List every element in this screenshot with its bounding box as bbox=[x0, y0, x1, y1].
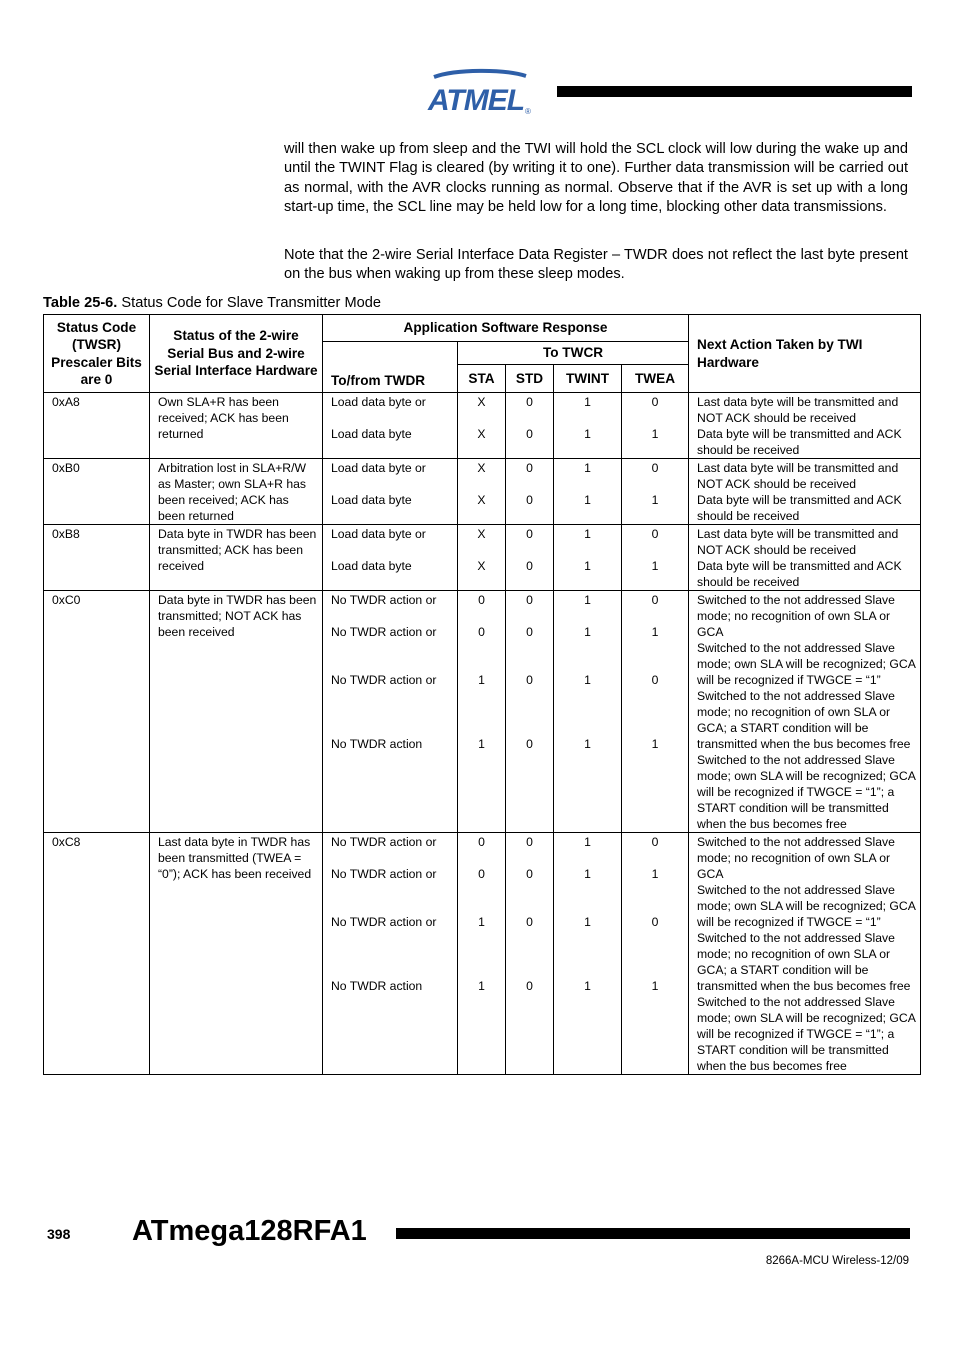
twea-value: 0 bbox=[651, 593, 659, 607]
table-row bbox=[44, 393, 921, 459]
sta-value: X bbox=[477, 395, 486, 409]
next-action-text: Switched to the not addressed Slave mode; no recognition of own SLA or GCA bbox=[697, 835, 895, 881]
std-value: 0 bbox=[526, 915, 533, 929]
next-action-text: Data byte will be transmitted and ACK should be received bbox=[697, 427, 902, 457]
table-row bbox=[44, 525, 921, 591]
next-action-text: Switched to the not addressed Slave mode; own SLA will be recognized; GCA will be recognized if TWGCE = “1” bbox=[697, 641, 916, 687]
twea-value: 1 bbox=[651, 493, 659, 507]
twea-value-cell bbox=[622, 525, 689, 591]
sta-value-cell bbox=[458, 459, 506, 525]
std-value: 0 bbox=[526, 527, 533, 541]
bus-status-cell: Data byte in TWDR has been transmitted; NOT ACK has been received bbox=[150, 591, 323, 833]
twint-value-cell bbox=[554, 393, 622, 459]
sta-value: X bbox=[477, 493, 486, 507]
twdr-action: No TWDR action bbox=[331, 737, 423, 751]
next-action-cell bbox=[689, 393, 921, 459]
table-caption-text: Status Code for Slave Transmitter Mode bbox=[117, 295, 381, 311]
body-paragraph-1: will then wake up from sleep and the TWI will hold the SCL clock will low during the wake up and until the TWINT Flag is cleared (by writing it to one). Further data transmission will be carried out as normal, with the AVR clocks running as normal. Observe that if the AVR is set up with a long start-up time, the SCL line may be held low for a long time, blocking other data transmissions. bbox=[284, 141, 908, 216]
std-value-cell bbox=[506, 393, 554, 459]
twdr-action: No TWDR action bbox=[331, 979, 423, 993]
sta-value: 0 bbox=[478, 835, 485, 849]
twdr-action: No TWDR action or bbox=[331, 867, 437, 881]
header-status-code: Status Code (TWSR) Prescaler Bits are 0 bbox=[44, 315, 150, 393]
next-action-text: Last data byte will be transmitted and NOT ACK should be received bbox=[697, 461, 899, 491]
twint-value-cell bbox=[554, 591, 622, 833]
next-action-cell bbox=[689, 525, 921, 591]
bus-status-cell: Own SLA+R has been received; ACK has been returned bbox=[150, 393, 323, 459]
status-code-table bbox=[43, 314, 921, 1075]
sta-value-cell bbox=[458, 525, 506, 591]
header-std: STD bbox=[506, 365, 554, 393]
twint-value: 1 bbox=[584, 593, 591, 607]
twint-value: 1 bbox=[584, 493, 591, 507]
header-next-action: Next Action Taken by TWI Hardware bbox=[689, 315, 921, 393]
std-value: 0 bbox=[526, 461, 533, 475]
sta-value-cell bbox=[458, 591, 506, 833]
bus-status-cell: Arbitration lost in SLA+R/W as Master; own SLA+R has been received; ACK has been returned bbox=[150, 459, 323, 525]
twdr-action-cell bbox=[323, 525, 458, 591]
twdr-action-cell bbox=[323, 833, 458, 1075]
header-twea: TWEA bbox=[622, 365, 689, 393]
std-value: 0 bbox=[526, 493, 533, 507]
sta-value: 0 bbox=[478, 593, 485, 607]
twdr-action: Load data byte or bbox=[331, 461, 426, 475]
next-action-text: Data byte will be transmitted and ACK should be received bbox=[697, 559, 902, 589]
status-code-cell: 0xB8 bbox=[44, 525, 150, 591]
next-action-text: Switched to the not addressed Slave mode; no recognition of own SLA or GCA; a START condition will be transmitted when the bus becomes free bbox=[697, 689, 911, 751]
twdr-action: No TWDR action or bbox=[331, 835, 437, 849]
sta-value: X bbox=[477, 461, 486, 475]
twdr-action: Load data byte bbox=[331, 427, 412, 441]
std-value: 0 bbox=[526, 835, 533, 849]
twdr-action: No TWDR action or bbox=[331, 673, 437, 687]
table-row bbox=[44, 591, 921, 833]
table-caption bbox=[43, 294, 381, 313]
sta-value: 0 bbox=[478, 867, 485, 881]
bus-status-cell: Last data byte in TWDR has been transmitted (TWEA = “0”); ACK has been received bbox=[150, 833, 323, 1075]
std-value: 0 bbox=[526, 737, 533, 751]
header-app-response: Application Software Response bbox=[323, 315, 689, 342]
std-value: 0 bbox=[526, 979, 533, 993]
twint-value-cell bbox=[554, 525, 622, 591]
header-rule bbox=[557, 86, 912, 97]
twea-value: 1 bbox=[651, 979, 659, 993]
body-paragraph-2: Note that the 2-wire Serial Interface Data Register – TWDR does not reflect the last byte present on the bus when waking up from these sleep modes. bbox=[284, 247, 908, 283]
twdr-action-cell bbox=[323, 459, 458, 525]
atmel-logo bbox=[426, 68, 530, 116]
header-to-twcr: To TWCR bbox=[458, 342, 689, 365]
twea-value: 1 bbox=[651, 625, 659, 639]
next-action-text: Switched to the not addressed Slave mode; own SLA will be recognized; GCA will be recognized if TWGCE = “1”; a START condition will be transmitted when the bus becomes free bbox=[697, 753, 916, 831]
next-action-cell bbox=[689, 591, 921, 833]
twea-value-cell bbox=[622, 393, 689, 459]
sta-value: X bbox=[477, 559, 486, 573]
twea-value-cell bbox=[622, 591, 689, 833]
logo-text: ATMEL bbox=[427, 84, 525, 117]
twint-value: 1 bbox=[584, 395, 591, 409]
header-bus-status: Status of the 2-wire Serial Bus and 2-wire Serial Interface Hardware bbox=[150, 315, 323, 393]
sta-value: X bbox=[477, 527, 486, 541]
twdr-action: No TWDR action or bbox=[331, 915, 437, 929]
twint-value-cell bbox=[554, 459, 622, 525]
twint-value: 1 bbox=[584, 737, 591, 751]
twea-value: 0 bbox=[651, 915, 659, 929]
twea-value: 0 bbox=[651, 673, 659, 687]
sta-value: X bbox=[477, 427, 486, 441]
page-number: 398 bbox=[47, 1226, 71, 1242]
std-value: 0 bbox=[526, 427, 533, 441]
std-value: 0 bbox=[526, 559, 533, 573]
status-code-cell: 0xA8 bbox=[44, 393, 150, 459]
header-sta: STA bbox=[458, 365, 506, 393]
status-code-cell: 0xB0 bbox=[44, 459, 150, 525]
table-caption-label: Table 25-6. bbox=[43, 295, 118, 311]
bus-status-cell: Data byte in TWDR has been transmitted; ACK has been received bbox=[150, 525, 323, 591]
twdr-action-cell bbox=[323, 393, 458, 459]
footer-rule bbox=[396, 1228, 910, 1239]
header-twint: TWINT bbox=[554, 365, 622, 393]
next-action-text: Data byte will be transmitted and ACK should be received bbox=[697, 493, 902, 523]
sta-value: 1 bbox=[478, 979, 485, 993]
twint-value: 1 bbox=[584, 427, 591, 441]
twint-value: 1 bbox=[584, 559, 591, 573]
document-title: ATmega128RFA1 bbox=[132, 1215, 367, 1247]
std-value: 0 bbox=[526, 625, 533, 639]
twea-value: 0 bbox=[651, 835, 659, 849]
next-action-text: Switched to the not addressed Slave mode; own SLA will be recognized; GCA will be recognized if TWGCE = “1”; a START condition will be transmitted when the bus becomes free bbox=[697, 995, 916, 1073]
next-action-cell bbox=[689, 459, 921, 525]
table-row bbox=[44, 459, 921, 525]
std-value-cell bbox=[506, 525, 554, 591]
twea-value: 0 bbox=[651, 395, 659, 409]
twdr-action: Load data byte bbox=[331, 559, 412, 573]
sta-value-cell bbox=[458, 393, 506, 459]
next-action-text: Last data byte will be transmitted and NOT ACK should be received bbox=[697, 395, 899, 425]
twea-value: 0 bbox=[651, 461, 659, 475]
document-reference: 8266A-MCU Wireless-12/09 bbox=[765, 1255, 909, 1267]
twdr-action-cell bbox=[323, 591, 458, 833]
header-to-from-twdr: To/from TWDR bbox=[323, 342, 458, 393]
std-value: 0 bbox=[526, 593, 533, 607]
next-action-text: Switched to the not addressed Slave mode; own SLA will be recognized; GCA will be recognized if TWGCE = “1” bbox=[697, 883, 916, 929]
std-value-cell bbox=[506, 459, 554, 525]
twea-value: 1 bbox=[651, 737, 659, 751]
twint-value: 1 bbox=[584, 979, 591, 993]
twint-value: 1 bbox=[584, 625, 591, 639]
next-action-text: Switched to the not addressed Slave mode; no recognition of own SLA or GCA; a START condition will be transmitted when the bus becomes free bbox=[697, 931, 911, 993]
twea-value: 1 bbox=[651, 427, 659, 441]
twea-value-cell bbox=[622, 459, 689, 525]
twint-value: 1 bbox=[584, 915, 591, 929]
twint-value: 1 bbox=[584, 461, 591, 475]
std-value: 0 bbox=[526, 673, 533, 687]
std-value: 0 bbox=[526, 395, 533, 409]
std-value: 0 bbox=[526, 867, 533, 881]
table-row bbox=[44, 833, 921, 1075]
sta-value: 1 bbox=[478, 737, 485, 751]
sta-value: 1 bbox=[478, 673, 485, 687]
std-value-cell bbox=[506, 833, 554, 1075]
twdr-action: No TWDR action or bbox=[331, 625, 437, 639]
next-action-text: Last data byte will be transmitted and NOT ACK should be received bbox=[697, 527, 899, 557]
twint-value: 1 bbox=[584, 673, 591, 687]
twea-value: 1 bbox=[651, 559, 659, 573]
twint-value: 1 bbox=[584, 835, 591, 849]
twint-value: 1 bbox=[584, 527, 591, 541]
table-body bbox=[44, 393, 921, 1075]
logo-registered-mark: ® bbox=[525, 107, 531, 116]
sta-value: 0 bbox=[478, 625, 485, 639]
twint-value: 1 bbox=[584, 867, 591, 881]
next-action-text: Switched to the not addressed Slave mode; no recognition of own SLA or GCA bbox=[697, 593, 895, 639]
status-code-cell: 0xC8 bbox=[44, 833, 150, 1075]
sta-value-cell bbox=[458, 833, 506, 1075]
twea-value: 1 bbox=[651, 867, 659, 881]
twint-value-cell bbox=[554, 833, 622, 1075]
twdr-action: No TWDR action or bbox=[331, 593, 437, 607]
twea-value: 0 bbox=[651, 527, 659, 541]
status-code-cell: 0xC0 bbox=[44, 591, 150, 833]
twdr-action: Load data byte or bbox=[331, 527, 426, 541]
twdr-action: Load data byte or bbox=[331, 395, 426, 409]
sta-value: 1 bbox=[478, 915, 485, 929]
std-value-cell bbox=[506, 591, 554, 833]
next-action-cell bbox=[689, 833, 921, 1075]
twea-value-cell bbox=[622, 833, 689, 1075]
twdr-action: Load data byte bbox=[331, 493, 412, 507]
